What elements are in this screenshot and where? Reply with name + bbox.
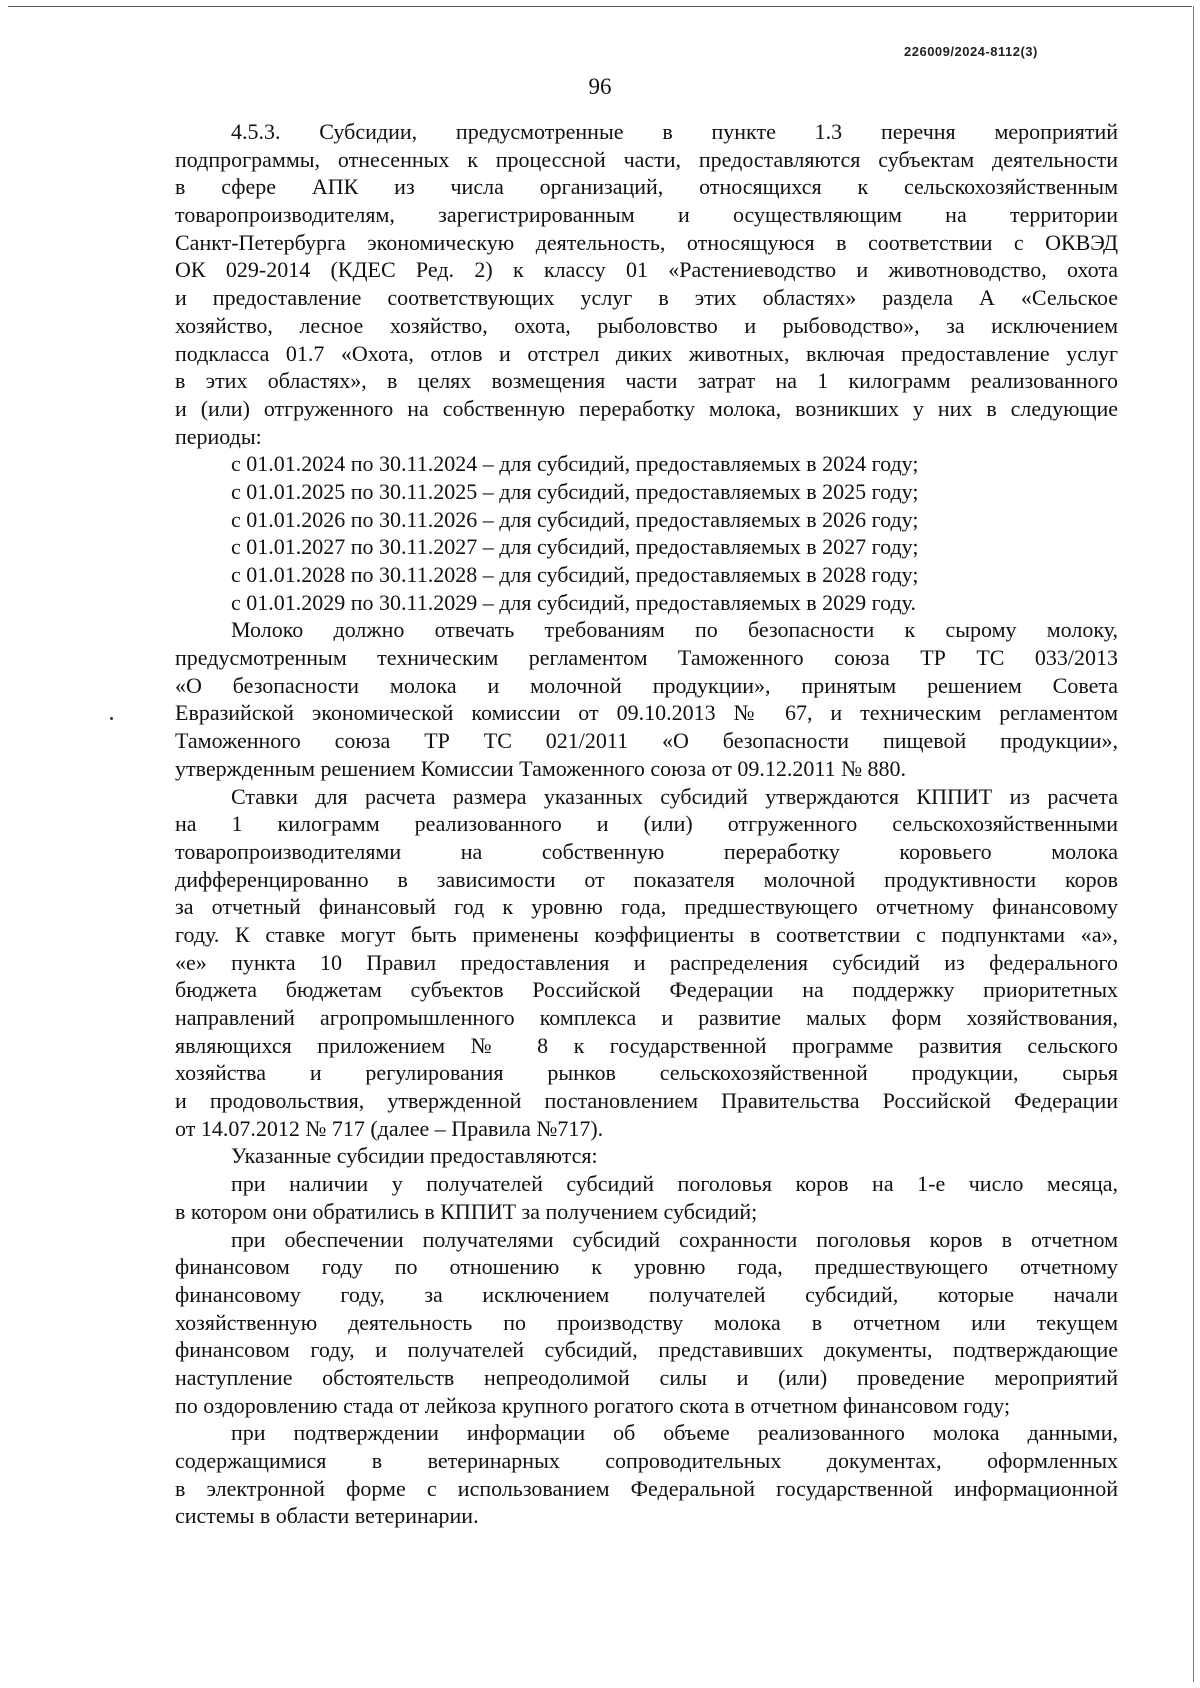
text-line: от 14.07.2012 № 717 (далее – Правила №717). bbox=[175, 1115, 604, 1141]
text-line: в котором они обратились в КППИТ за получением субсидий; bbox=[175, 1198, 758, 1224]
text-line: Указанные субсидии предоставляются: bbox=[231, 1143, 598, 1169]
text-line: товаропроизводителями на собственную переработку коровьего молока bbox=[175, 838, 1118, 864]
scan-border-top bbox=[8, 6, 1192, 7]
text-line: товаропроизводителям, зарегистрированным и осуществляющим на территории bbox=[175, 202, 1118, 228]
text-line: Евразийской экономической комиссии от 09.10.2013 № 67, и техническим регламентом bbox=[175, 700, 1118, 726]
text-line: при обеспечении получателями субсидий сохранности поголовья коров в отчетном bbox=[231, 1226, 1118, 1252]
scan-border-right bbox=[1193, 6, 1194, 1682]
text-line: по оздоровлению стада от лейкоза крупного рогатого скота в отчетном финансовом году; bbox=[175, 1392, 1011, 1418]
text-line: Таможенного союза ТР ТС 021/2011 «О безопасности пищевой продукции», bbox=[175, 728, 1118, 754]
text-line: Ставки для расчета размера указанных субсидий утверждаются КППИТ из расчета bbox=[231, 783, 1118, 809]
text-line: финансовом году, и получателей субсидий, представивших документы, подтверждающие bbox=[175, 1337, 1118, 1363]
document-number: 226009/2024-8112(3) bbox=[904, 44, 1038, 59]
text-line: в этих областях», в целях возмещения части затрат на 1 килограмм реализованного bbox=[175, 368, 1118, 394]
text-line: периоды: bbox=[175, 423, 262, 449]
text-line: на 1 килограмм реализованного и (или) отгруженного сельскохозяйственными bbox=[175, 811, 1118, 837]
text-line: 4.5.3. Субсидии, предусмотренные в пункте 1.3 перечня мероприятий bbox=[231, 119, 1118, 144]
text-line: предусмотренным техническим регламентом Таможенного союза ТР ТС 033/2013 bbox=[175, 645, 1118, 671]
text-line: «е» пункта 10 Правил предоставления и распределения субсидий из федерального bbox=[175, 949, 1118, 975]
text-line: и продовольствия, утвержденной постановлением Правительства Российской Федерации bbox=[175, 1088, 1118, 1114]
text-line: и предоставление соответствующих услуг в этих областях» раздела А «Сельское bbox=[175, 285, 1118, 311]
margin-mark bbox=[110, 717, 113, 720]
text-line: и (или) отгруженного на собственную переработку молока, возникших у них в следующие bbox=[175, 395, 1118, 421]
text-line: содержащимися в ветеринарных сопроводительных документах, оформленных bbox=[175, 1448, 1118, 1473]
text-line: ОК 029-2014 (КДЕС Ред. 2) к классу 01 «Растениеводство и животноводство, охота bbox=[175, 257, 1118, 283]
text-line: хозяйства и регулирования рынков сельскохозяйственной продукции, сырья bbox=[175, 1060, 1118, 1086]
text-line: при наличии у получателей субсидий поголовья коров на 1-е число месяца, bbox=[231, 1171, 1118, 1197]
text-line: утвержденным решением Комиссии Таможенного союза от 09.12.2011 № 880. bbox=[175, 755, 907, 781]
text-line: направлений агропромышленного комплекса и развитие малых форм хозяйствования, bbox=[175, 1005, 1118, 1030]
text-line: подкласса 01.7 «Охота, отлов и отстрел диких животных, включая предоставление услуг bbox=[175, 340, 1118, 366]
text-line: хозяйство, лесное хозяйство, охота, рыболовство и рыбоводство», за исключением bbox=[175, 312, 1118, 338]
text-line: с 01.01.2026 по 30.11.2026 – для субсидий, предоставляемых в 2026 году; bbox=[231, 506, 919, 532]
document-body bbox=[175, 118, 1118, 1530]
text-line: при подтверждении информации об объеме реализованного молока данными, bbox=[231, 1420, 1118, 1446]
text-line: «О безопасности молока и молочной продукции», принятым решением Совета bbox=[175, 672, 1118, 698]
text-line: с 01.01.2027 по 30.11.2027 – для субсидий, предоставляемых в 2027 году; bbox=[231, 534, 919, 560]
text-line: с 01.01.2024 по 30.11.2024 – для субсидий, предоставляемых в 2024 году; bbox=[231, 451, 919, 477]
text-line: году. К ставке могут быть применены коэффициенты в соответствии с подпунктами «а», bbox=[175, 921, 1118, 947]
text-line: Санкт-Петербурга экономическую деятельность, относящуюся в соответствии с ОКВЭД bbox=[175, 229, 1118, 255]
text-line: являющихся приложением № 8 к государственной программе развития сельского bbox=[175, 1032, 1118, 1058]
page-number: 96 bbox=[588, 74, 612, 99]
text-line: с 01.01.2029 по 30.11.2029 – для субсидий, предоставляемых в 2029 году. bbox=[231, 589, 916, 615]
text-line: подпрограммы, отнесенных к процессной части, предоставляются субъектам деятельности bbox=[175, 146, 1118, 172]
text-line: с 01.01.2028 по 30.11.2028 – для субсидий, предоставляемых в 2028 году; bbox=[231, 562, 919, 587]
text-line: Молоко должно отвечать требованиям по безопасности к сырому молоку, bbox=[231, 617, 1118, 643]
text-line: системы в области ветеринарии. bbox=[175, 1503, 479, 1529]
text-line: финансовому году, за исключением получателей субсидий, которые начали bbox=[175, 1281, 1118, 1307]
text-line: финансовом году по отношению к уровню года, предшествующего отчетному bbox=[175, 1254, 1118, 1280]
text-line: в сфере АПК из числа организаций, относящихся к сельскохозяйственным bbox=[175, 174, 1118, 200]
text-line: бюджета бюджетам субъектов Российской Федерации на поддержку приоритетных bbox=[175, 977, 1118, 1003]
text-line: в электронной форме с использованием Федеральной государственной информационной bbox=[175, 1475, 1118, 1501]
text-line: наступление обстоятельств непреодолимой силы и (или) проведение мероприятий bbox=[175, 1364, 1118, 1390]
text-line: за отчетный финансовый год к уровню года, предшествующего отчетному финансовому bbox=[175, 894, 1118, 920]
text-line: с 01.01.2025 по 30.11.2025 – для субсидий, предоставляемых в 2025 году; bbox=[231, 478, 919, 504]
text-line: дифференцированно в зависимости от показателя молочной продуктивности коров bbox=[175, 866, 1118, 892]
text-line: хозяйственную деятельность по производству молока в отчетном или текущем bbox=[175, 1309, 1118, 1335]
